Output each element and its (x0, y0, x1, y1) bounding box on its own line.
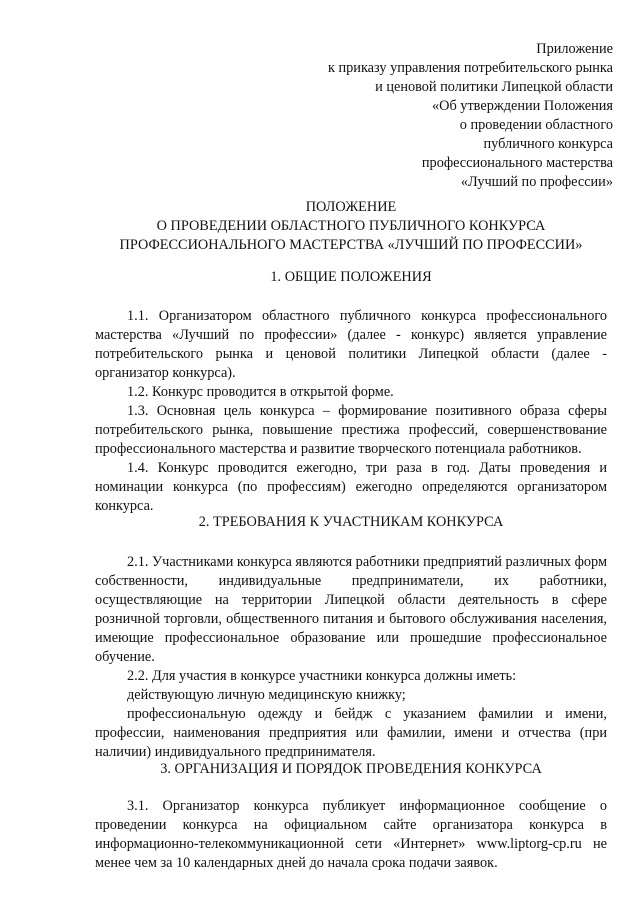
appendix-line: о проведении областного (459, 117, 613, 133)
paragraph: 1.4. Конкурс проводится ежегодно, три раза в год. Даты проведения и номинации конкурса (по профессиям) ежегодно определяются организатором конкурса. (95, 460, 607, 514)
appendix-line: «Лучший по профессии» (460, 174, 613, 190)
section-body-organization (95, 797, 607, 873)
appendix-line: Приложение (536, 41, 613, 57)
section-body-requirements (95, 553, 607, 762)
paragraph: профессиональную одежду и бейдж с указанием фамилии и имени, профессии, наименования предприятия или фамилии, имени и отчества (при наличии) индивидуального предпринимателя. (95, 706, 607, 760)
section-body-general (95, 307, 607, 516)
appendix-header (328, 40, 613, 192)
appendix-line: «Об утверждении Положения (431, 98, 613, 114)
paragraph: 1.2. Конкурс проводится в открытой форме. (127, 384, 394, 400)
title-line: ПРОФЕССИОНАЛЬНОГО МАСТЕРСТВА «ЛУЧШИЙ ПО ПРОФЕССИИ» (119, 237, 583, 253)
paragraph: 1.3. Основная цель конкурса – формирование позитивного образа сферы потребительского рынка, повышение престижа профессий, совершенствование профессионального мастерства и развитие творческого потенциала работников. (95, 403, 607, 457)
title-line: О ПРОВЕДЕНИИ ОБЛАСТНОГО ПУБЛИЧНОГО КОНКУРСА (156, 218, 546, 234)
paragraph: действующую личную медицинскую книжку; (127, 687, 406, 703)
appendix-line: публичного конкурса (483, 136, 613, 152)
section-heading-general: 1. ОБЩИЕ ПОЛОЖЕНИЯ (270, 269, 432, 285)
paragraph: 2.1. Участниками конкурса являются работники предприятий различных форм собственности, индивидуальные предприниматели, их работники, осуществляющие на территории Липецкой области деятельность в сфере розничной торговли, общественного питания и бытового обслуживания населения, имеющие профессиональное образование или прошедшие профессиональное обучение. (95, 554, 607, 665)
title-line: ПОЛОЖЕНИЕ (305, 199, 397, 215)
paragraph: 3.1. Организатор конкурса публикует информационное сообщение о проведении конкурса на официальном сайте организатора конкурса в информационно-телекоммуникационной сети «Интернет» www.liptorg-cp.ru не менее чем за 10 календарных дней до начала срока подачи заявок. (95, 798, 607, 871)
document-title (95, 198, 607, 255)
section-heading-requirements: 2. ТРЕБОВАНИЯ К УЧАСТНИКАМ КОНКУРСА (198, 514, 504, 530)
section-heading-organization: 3. ОРГАНИЗАЦИЯ И ПОРЯДОК ПРОВЕДЕНИЯ КОНКУРСА (160, 761, 542, 777)
paragraph: 1.1. Организатором областного публичного конкурса профессионального мастерства «Лучший по профессии» (далее - конкурс) является управление потребительского рынка и ценовой политики Липецкой области (далее - организатор конкурса). (95, 308, 607, 381)
paragraph: 2.2. Для участия в конкурсе участники конкурса должны иметь: (127, 668, 517, 684)
appendix-line: и ценовой политики Липецкой области (375, 79, 613, 95)
appendix-line: профессионального мастерства (421, 155, 613, 171)
appendix-line: к приказу управления потребительского рынка (327, 60, 613, 76)
